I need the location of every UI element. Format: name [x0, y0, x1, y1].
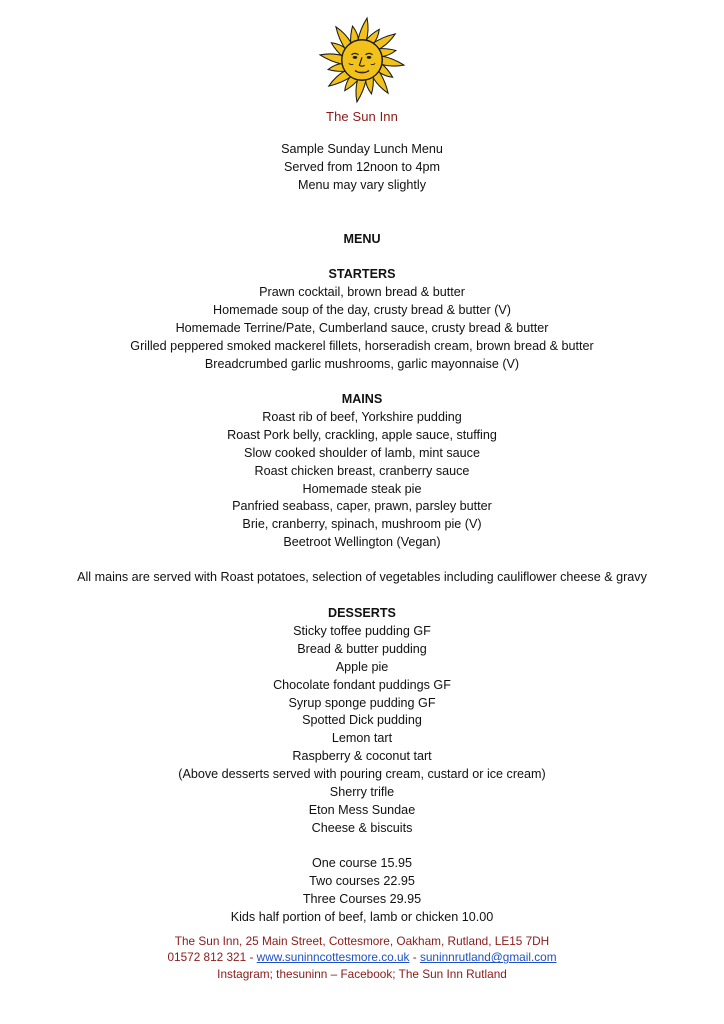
price-line: Two courses 22.95 [309, 873, 415, 888]
footer-phone: 01572 812 321 - [167, 950, 254, 965]
mains-note: All mains are served with Roast potatoes, selection of vegetables including cauliflower cheese & gravy [77, 570, 647, 584]
intro-line: Menu may vary slightly [297, 177, 427, 192]
menu-item: Brie, cranberry, spinach, mushroom pie (V) [242, 517, 482, 532]
menu-item: Homemade Terrine/Pate, Cumberland sauce, crusty bread & butter [175, 320, 549, 335]
website-link[interactable]: www.suninncottesmore.co.uk [256, 950, 410, 965]
mains-section [0, 391, 724, 552]
menu-item: Chocolate fondant puddings GF [273, 677, 451, 692]
price-line: Kids half portion of beef, lamb or chicken 10.00 [230, 909, 494, 924]
footer-contact [0, 949, 724, 965]
menu-item: Prawn cocktail, brown bread & butter [259, 284, 465, 299]
menu-item: Spotted Dick pudding [302, 713, 422, 728]
sun-ray [358, 18, 368, 41]
sun-face-icon [318, 16, 406, 104]
footer [0, 933, 724, 982]
desserts-note: (Above desserts served with pouring cream, custard or ice cream) [178, 767, 546, 782]
footer-separator: - [412, 950, 417, 965]
menu-item: Cheese & biscuits [311, 820, 413, 835]
menu-item: Apple pie [335, 659, 389, 674]
intro [0, 141, 724, 195]
menu-item: Sticky toffee pudding GF [293, 623, 431, 638]
section-heading-mains: MAINS [341, 392, 383, 406]
menu-item: Bread & butter pudding [297, 641, 427, 656]
price-line: Three Courses 29.95 [302, 891, 422, 906]
sun-ray [320, 54, 343, 64]
menu-item: Raspberry & coconut tart [292, 749, 432, 764]
menu-item: Eton Mess Sundae [308, 802, 416, 817]
menu-item: Breadcrumbed garlic mushrooms, garlic mayonnaise (V) [204, 356, 520, 371]
menu-title: MENU [343, 232, 381, 246]
desserts-section [0, 605, 724, 838]
footer-address: The Sun Inn, 25 Main Street, Cottesmore, Oakham, Rutland, LE15 7DH [174, 934, 550, 948]
sun-ray [381, 56, 404, 66]
intro-line: Sample Sunday Lunch Menu [281, 142, 443, 156]
menu-item: Roast Pork belly, crackling, apple sauce, stuffing [227, 427, 497, 442]
menu-item: Sherry trifle [329, 785, 395, 800]
menu-item: Grilled peppered smoked mackerel fillets, horseradish cream, brown bread & butter [130, 338, 594, 353]
starters-section [0, 266, 724, 373]
menu-item: Beetroot Wellington (Vegan) [283, 535, 441, 550]
menu-item: Lemon tart [331, 731, 393, 746]
menu-item: Panfried seabass, caper, prawn, parsley butter [232, 499, 492, 514]
menu-item: Homemade soup of the day, crusty bread & butter (V) [213, 302, 511, 317]
section-heading-starters: STARTERS [328, 267, 396, 281]
menu-item: Roast rib of beef, Yorkshire pudding [262, 409, 462, 424]
menu-item: Homemade steak pie [302, 481, 422, 496]
intro-line: Served from 12noon to 4pm [283, 159, 441, 174]
menu-item: Roast chicken breast, cranberry sauce [254, 463, 470, 478]
brand-name: The Sun Inn [326, 109, 398, 124]
menu-item: Slow cooked shoulder of lamb, mint sauce [244, 445, 480, 460]
sun-ray [356, 79, 366, 102]
email-link[interactable]: suninnrutland@gmail.com [419, 950, 557, 965]
menu-item: Syrup sponge pudding GF [288, 695, 436, 710]
section-heading-desserts: DESSERTS [328, 606, 396, 620]
prices-section [0, 855, 724, 927]
footer-social: Instagram; thesuninn – Facebook; The Sun Inn Rutland [217, 966, 507, 981]
price-line: One course 15.95 [311, 856, 413, 870]
